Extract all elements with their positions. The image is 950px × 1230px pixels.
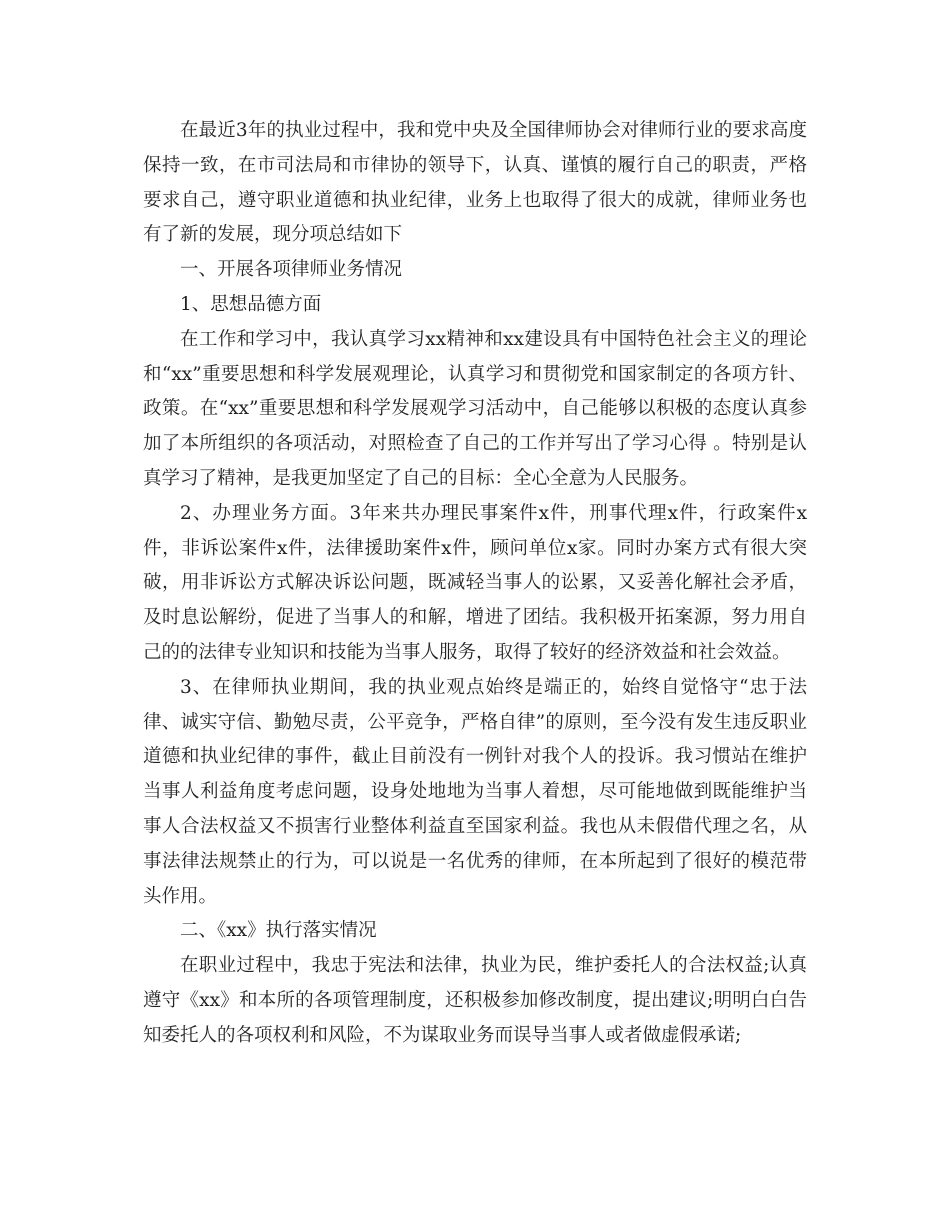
intro-paragraph: 在最近3年的执业过程中，我和党中央及全国律师协会对律师行业的要求高度保持一致，在市司法局和市律协的领导下，认真、谨慎的履行自己的职责，严格要求自己，遵守职业道德和执业纪律，业务上也取得了很大的成就，律师业务也有了新的发展，现分项总结如下 xyxy=(143,120,807,246)
section-heading-business: 一、开展各项律师业务情况 xyxy=(180,259,403,281)
conduct-paragraph: 3、在律师执业期间，我的执业观点始终是端正的，始终自觉恪守“忠于法律、诚实守信、勤勉尽责，公平竞争，严格自律”的原则，至今没有发生违反职业道德和执业纪律的事件，截止目前没有一例针对我个人的投诉。我习惯站在维护当事人利益角度考虑问题，设身处地地为当事人着想，尽可能地做到既能维护当事人合法权益又不损害行业整体利益直至国家利益。我也从未假借代理之名，从事法律法规禁止的行为，可以说是一名优秀的律师，在本所起到了很好的模范带头作用。 xyxy=(143,676,807,907)
ideology-paragraph: 在工作和学习中，我认真学习xx精神和xx建设具有中国特色社会主义的理论和“xx”重要思想和科学发展观理论，认真学习和贯彻党和国家制定的各项方针、政策。在“xx”重要思想和科学发展观学习活动中，自己能够以积极的态度认真参加了本所组织的各项活动，对照检查了自己的工作并写出了学习心得 。特别是认真学习了精神，是我更加坚定了自己的目标：全心全意为人民服务。 xyxy=(143,328,807,489)
subheading-ideology: 1、思想品德方面 xyxy=(180,293,322,315)
business-paragraph: 2、办理业务方面。3年来共办理民事案件x件，刑事代理x件，行政案件x件，非诉讼案件x件，法律援助案件x件，顾问单位x家。同时办案方式有很大突破，用非诉讼方式解决诉讼问题，既减轻当事人的讼累，又妥善化解社会矛盾，及时息讼解纷，促进了当事人的和解，增进了团结。我积极开拓案源，努力用自己的的法律专业知识和技能为当事人服务，取得了较好的经济效益和社会效益。 xyxy=(143,502,807,663)
section-heading-implementation: 二、《xx》执行落实情况 xyxy=(180,920,377,942)
document-body xyxy=(143,114,807,1054)
implementation-paragraph: 在职业过程中，我忠于宪法和法律，执业为民，维护委托人的合法权益;认真遵守《xx》和本所的各项管理制度，还积极参加修改制度，提出建议;明明白白告知委托人的各项权利和风险，不为谋取业务而误导当事人或者做虚假承诺; xyxy=(143,955,807,1046)
